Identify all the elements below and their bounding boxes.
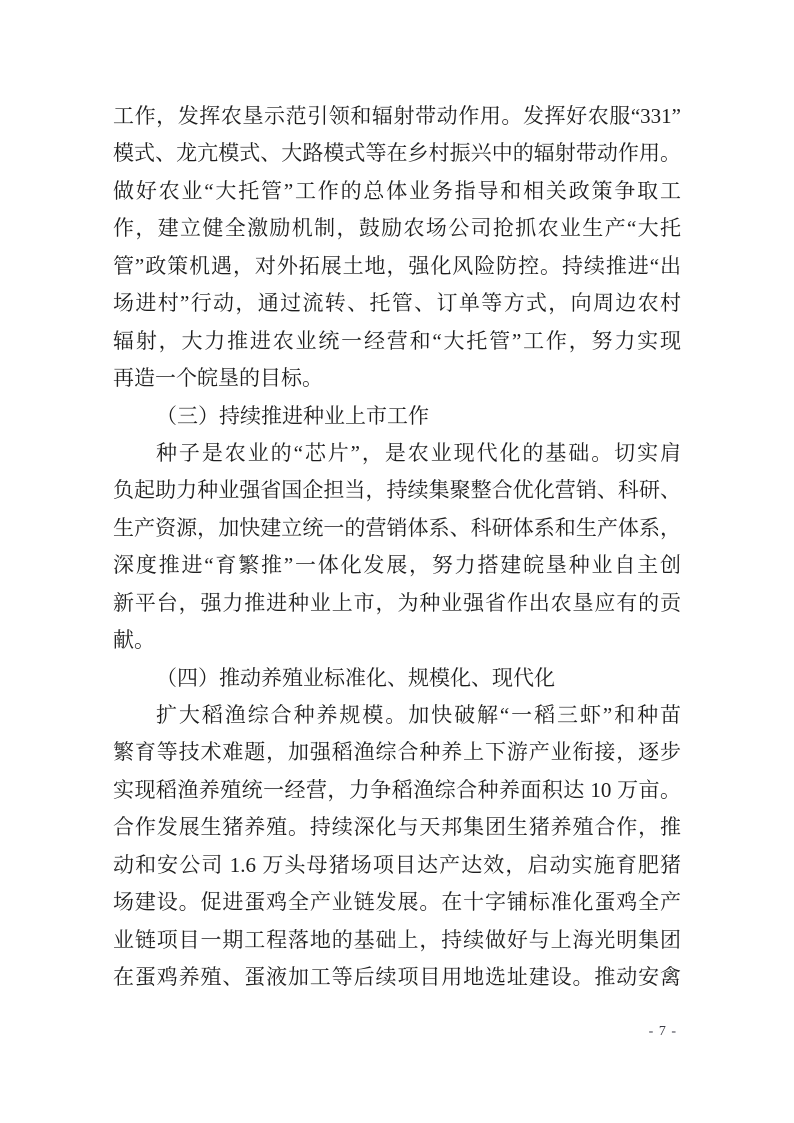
text-line: 动和安公司 1.6 万头母猪场项目达产达效，启动实施育肥猪 xyxy=(113,852,681,877)
text-line: 辐射，大力推进农业统一经营和“大托管”工作，努力实现 xyxy=(113,328,681,353)
text-line: 再造一个皖垦的目标。 xyxy=(113,366,323,391)
text-line: 合作发展生猪养殖。持续深化与天邦集团生猪养殖合作，推 xyxy=(113,815,681,840)
text-line: 新平台，强力推进种业上市，为种业强省作出农垦应有的贡 xyxy=(113,590,681,615)
text-line: 业链项目一期工程落地的基础上，持续做好与上海光明集团 xyxy=(113,927,681,952)
text-line: 种子是农业的“芯片”，是农业现代化的基础。切实肩 xyxy=(156,440,681,465)
text-line: 做好农业“大托管”工作的总体业务指导和相关政策争取工 xyxy=(113,178,681,203)
text-line: 作，建立健全激励机制，鼓励农场公司抢抓农业生产“大托 xyxy=(113,216,681,241)
text-line: 生产资源，加快建立统一的营销体系、科研体系和生产体系， xyxy=(113,515,681,540)
section-heading: （四）推动养殖业标准化、规模化、现代化 xyxy=(156,665,555,690)
text-line: 扩大稻渔综合种养规模。加快破解“一稻三虾”和种苗 xyxy=(156,703,681,727)
text-line: 管”政策机遇，对外拓展土地，强化风险防控。持续推进“出 xyxy=(113,253,681,278)
text-line: 模式、龙亢模式、大路模式等在乡村振兴中的辐射带动作用。 xyxy=(113,141,681,166)
document-body xyxy=(113,98,681,997)
text-line: 负起助力种业强省国企担当，持续集聚整合优化营销、科研、 xyxy=(113,478,681,503)
text-line: 工作，发挥农垦示范引领和辐射带动作用。发挥好农服“331” xyxy=(113,104,681,128)
text-line: 深度推进“育繁推”一体化发展，努力搭建皖垦种业自主创 xyxy=(113,553,681,578)
text-line: 场建设。促进蛋鸡全产业链发展。在十字铺标准化蛋鸡全产 xyxy=(113,890,681,915)
text-line: 献。 xyxy=(113,628,155,653)
text-line: 场进村”行动，通过流转、托管、订单等方式，向周边农村 xyxy=(113,291,681,316)
section-heading: （三）持续推进种业上市工作 xyxy=(156,403,429,428)
text-line: 在蛋鸡养殖、蛋液加工等后续项目用地选址建设。推动安禽 xyxy=(113,965,681,990)
text-line: 实现稻渔养殖统一经营，力争稻渔综合种养面积达 10 万亩。 xyxy=(113,777,681,802)
page-number: - 7 - xyxy=(648,1024,677,1039)
text-line: 繁育等技术难题，加强稻渔综合种养上下游产业衔接，逐步 xyxy=(113,740,681,765)
